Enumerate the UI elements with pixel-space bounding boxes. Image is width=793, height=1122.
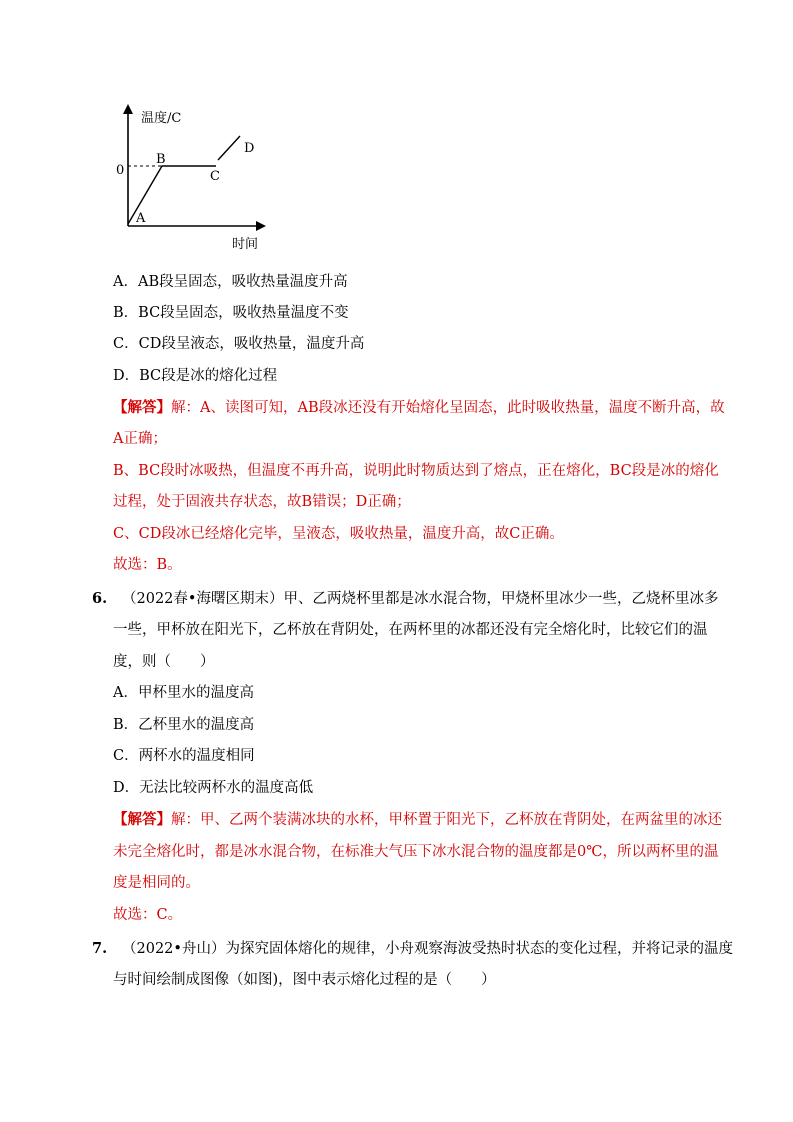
point-label-b: B [156, 152, 166, 167]
zero-label: 0 [116, 163, 125, 178]
q6-answer-line-1 [113, 810, 722, 830]
q7-number: 7. [92, 940, 108, 957]
q6-number: 6. [92, 590, 108, 607]
point-label-d: D [244, 141, 255, 156]
q6-stem-line-1: （2022春•海曙区期末）甲、乙两烧杯里都是冰水混合物，甲烧杯里冰少一些，乙烧杯里冰多 [122, 591, 719, 607]
x-axis-label: 时间 [232, 237, 259, 252]
point-label-a: A [136, 211, 146, 226]
q5-answer-text-1: 解：A、读图可知，AB段冰还没有开始熔化呈固态，此时吸收热量，温度不断升高，故 [171, 400, 725, 416]
y-axis-label: 温度/C [141, 111, 182, 126]
q5-answer-line-4: 过程，处于固液共存状态，故B错误；D正确； [113, 494, 411, 510]
q6-answer-text-1: 解：甲、乙两个装满冰块的水杯，甲杯置于阳光下，乙杯放在背阴处，在两盆里的冰还 [171, 812, 722, 828]
q6-option-b: B．乙杯里水的温度高 [113, 717, 255, 733]
q5-answer-line-1 [113, 398, 725, 418]
q5-result: 故选：B。 [113, 557, 182, 573]
q6-result: 故选：C。 [113, 907, 183, 923]
q6-option-d: D．无法比较两杯水的温度高低 [113, 780, 314, 796]
q5-answer-line-5: C、CD段冰已经熔化完毕，呈液态，吸收热量，温度升高，故C正确。 [113, 526, 564, 542]
q5-answer-line-3: B、BC段时冰吸热，但温度不再升高，说明此时物质达到了熔点，正在熔化，BC段是冰的熔化 [113, 463, 719, 479]
q7-stem-line-1: （2022•舟山）为探究固体熔化的规律，小舟观察海波受热时状态的变化过程，并将记录的温度 [122, 941, 733, 957]
q5-option-a: A．AB段呈固态，吸收热量温度升高 [113, 274, 348, 290]
q5-answer-line-2: A正确； [113, 431, 167, 447]
melting-graph [110, 100, 280, 260]
q5-option-c: C．CD段呈液态，吸收热量，温度升高 [113, 336, 365, 352]
q6-answer-line-3: 度是相同的。 [113, 875, 200, 891]
q6-option-c: C．两杯水的温度相同 [113, 748, 255, 764]
q7-stem-line-2: 与时间绘制成图像（如图)，图中表示熔化过程的是（ ） [113, 972, 496, 988]
q6-stem-line-2: 一些，甲杯放在阳光下，乙杯放在背阴处，在两杯里的冰都还没有完全熔化时，比较它们的温 [113, 622, 708, 638]
q5-option-b: B．BC段呈固态，吸收热量温度不变 [113, 305, 349, 321]
graph-segment-cd [218, 136, 240, 160]
q6-stem-line-3: 度，则（ ） [113, 654, 215, 670]
point-label-c: C [210, 169, 220, 184]
q6-answer-tag: 【解答】 [113, 811, 171, 828]
q5-option-d: D．BC段是冰的熔化过程 [113, 368, 278, 384]
q6-answer-line-2: 未完全熔化时，都是冰水混合物，在标准大气压下冰水混合物的温度都是0℃，所以两杯里的温 [113, 844, 719, 860]
q5-answer-tag: 【解答】 [113, 399, 171, 416]
q6-option-a: A．甲杯里水的温度高 [113, 685, 254, 701]
